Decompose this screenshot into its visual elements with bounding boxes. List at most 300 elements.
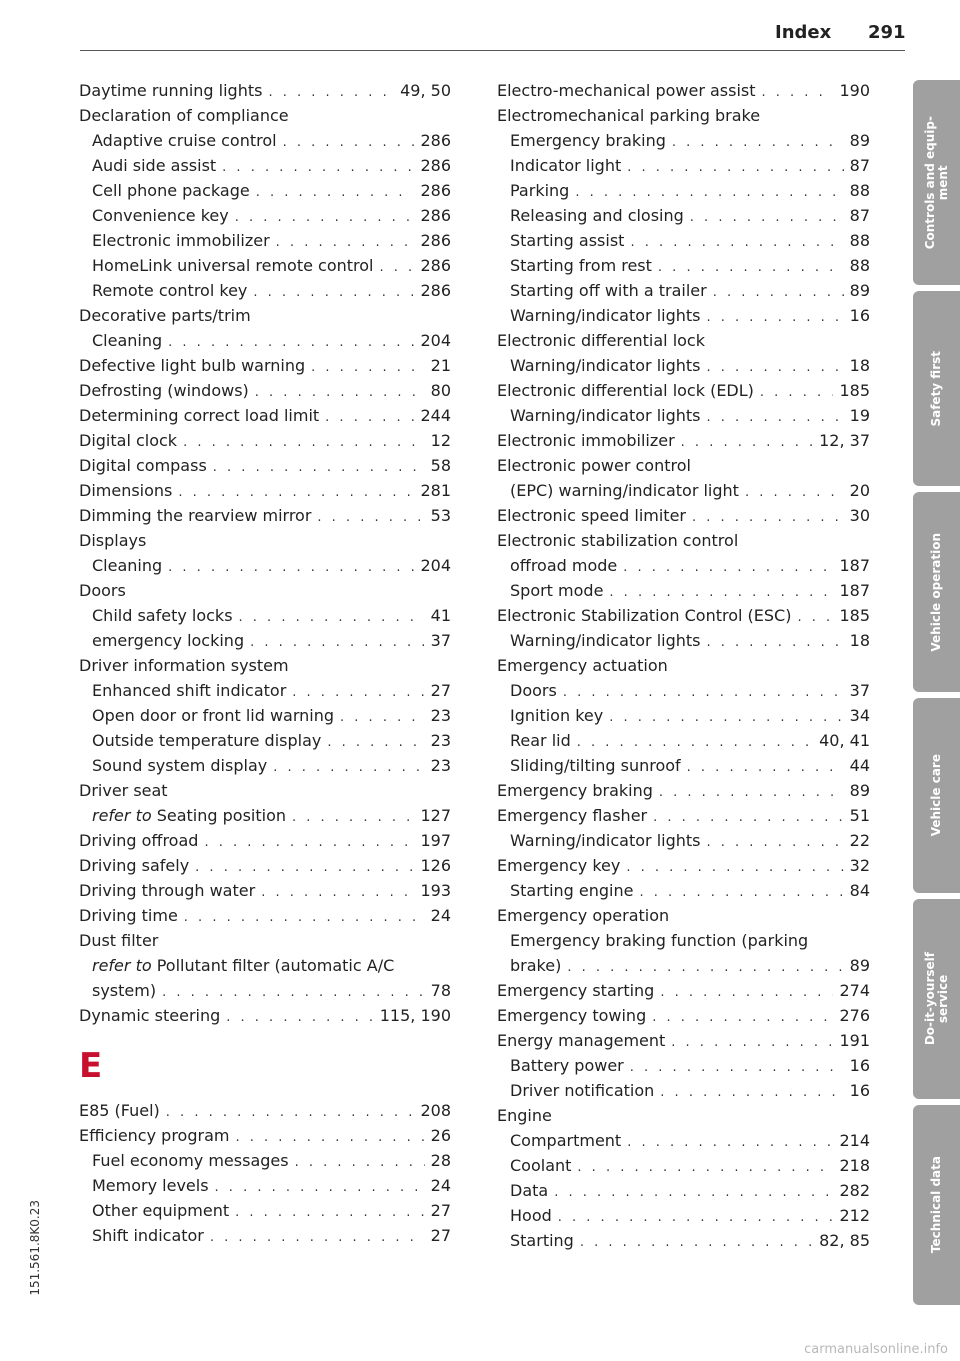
index-entry [497, 1178, 870, 1203]
index-entry-page[interactable]: 282 [839, 1181, 870, 1200]
index-entry-text: Driving through water [79, 881, 256, 900]
leader-dots [762, 80, 834, 105]
index-entry-text: Shift indicator [92, 1226, 204, 1245]
index-entry-page[interactable]: 126 [420, 856, 451, 875]
index-entry [497, 978, 870, 1003]
index-entry [497, 553, 870, 578]
index-list-e [79, 1098, 451, 1248]
leader-dots [567, 955, 843, 980]
leader-dots [760, 380, 834, 405]
index-entry-page[interactable]: 191 [839, 1031, 870, 1050]
index-entry [497, 678, 870, 703]
index-entry [497, 778, 870, 803]
index-entry-page[interactable]: 58 [430, 456, 451, 475]
index-entry [79, 153, 451, 178]
leader-dots [166, 1100, 415, 1125]
index-entry-page[interactable]: 23 [430, 731, 451, 750]
index-entry [79, 603, 451, 628]
index-entry-page[interactable]: 286 [420, 181, 451, 200]
index-entry-page[interactable]: 212 [839, 1206, 870, 1225]
leader-dots [380, 255, 415, 280]
index-entry-text: Convenience key [92, 206, 229, 225]
index-entry-page[interactable]: 41 [430, 606, 451, 625]
index-entry-page[interactable]: 89 [849, 281, 870, 300]
index-entry [497, 428, 870, 453]
index-entry-page[interactable]: 218 [839, 1156, 870, 1175]
index-entry-term [79, 428, 177, 453]
tab-safety-first[interactable]: Safety first [913, 291, 960, 486]
index-entry-text: Starting assist [510, 231, 625, 250]
index-entry [497, 403, 870, 428]
index-entry [497, 503, 870, 528]
index-entry-page[interactable]: 84 [849, 881, 870, 900]
index-entry [79, 378, 451, 403]
index-entry-page[interactable]: 40, 41 [819, 731, 870, 750]
index-entry-text: Declaration of compliance [79, 106, 289, 125]
index-entry [497, 303, 870, 328]
index-entry-text: Indicator light [510, 156, 622, 175]
index-entry [79, 653, 451, 678]
index-entry-text: Warning/indicator lights [510, 831, 701, 850]
tab-technical-data[interactable]: Technical data [913, 1105, 960, 1305]
index-entry-page[interactable]: 16 [849, 1081, 870, 1100]
index-entry-text: Starting off with a trailer [510, 281, 707, 300]
index-entry-page[interactable]: 44 [849, 756, 870, 775]
index-entry-term [510, 928, 808, 953]
index-entry-text: (EPC) warning/indicator light [510, 481, 739, 500]
index-entry-page[interactable]: 185 [839, 606, 870, 625]
index-entry-text: Child safety locks [92, 606, 233, 625]
leader-dots [558, 1205, 834, 1230]
leader-dots [340, 705, 425, 730]
index-entry-page[interactable]: 204 [420, 331, 451, 350]
index-entry-term [92, 153, 216, 178]
index-entry-page[interactable]: 18 [849, 356, 870, 375]
index-entry-term [510, 1203, 552, 1228]
index-entry-term [79, 878, 255, 903]
index-entry-page[interactable]: 190 [839, 81, 870, 100]
index-entry [79, 403, 451, 428]
index-entry-term [510, 1128, 621, 1153]
index-entry [79, 803, 451, 828]
index-entry-page[interactable]: 197 [420, 831, 451, 850]
index-entry [79, 678, 451, 703]
index-entry-text: Electronic immobilizer [497, 431, 675, 450]
index-entry [497, 1153, 870, 1178]
index-entry-term [510, 1228, 574, 1253]
index-entry-page[interactable]: 286 [420, 256, 451, 275]
leader-dots [692, 505, 844, 530]
index-entry-text: Audi side assist [92, 156, 217, 175]
index-entry-page[interactable]: 89 [849, 131, 870, 150]
index-entry [79, 478, 451, 503]
index-entry-term [510, 303, 700, 328]
index-entry-text: Driving safely [79, 856, 190, 875]
index-entry-term [497, 1103, 552, 1128]
index-entry-page[interactable]: 37 [430, 631, 451, 650]
leader-dots [210, 1225, 425, 1250]
index-entry-page[interactable]: 89 [849, 956, 870, 975]
index-entry [79, 78, 451, 103]
index-entry-page[interactable]: 78 [430, 981, 451, 1000]
index-entry-page[interactable]: 185 [839, 381, 870, 400]
index-entry [79, 353, 451, 378]
index-entry-term [79, 578, 126, 603]
index-entry-term [510, 203, 684, 228]
index-entry-term [510, 553, 617, 578]
leader-dots [292, 805, 414, 830]
index-entry-term [92, 1198, 229, 1223]
index-entry-text: Remote control key [92, 281, 248, 300]
index-entry-term [510, 353, 700, 378]
leader-dots [184, 905, 425, 930]
leader-dots [660, 980, 833, 1005]
index-entry-text: Emergency starting [497, 981, 655, 1000]
index-entry-page[interactable]: 208 [420, 1101, 451, 1120]
leader-dots [268, 80, 394, 105]
tab-vehicle-care[interactable]: Vehicle care [913, 698, 960, 893]
index-entry-page[interactable]: 88 [849, 256, 870, 275]
leader-dots [630, 1055, 844, 1080]
index-entry [497, 228, 870, 253]
index-entry-text: Battery power [510, 1056, 624, 1075]
index-entry-text: Electronic speed limiter [497, 506, 686, 525]
index-entry [497, 278, 870, 303]
index-entry-text: Starting [510, 1231, 574, 1250]
index-entry-term [79, 653, 289, 678]
leader-dots [653, 805, 844, 830]
index-entry-text: Daytime running lights [79, 81, 263, 100]
index-entry [79, 228, 451, 253]
index-entry [79, 1148, 451, 1173]
leader-dots [168, 330, 414, 355]
index-entry-text: Releasing and closing [510, 206, 684, 225]
index-entry-page[interactable]: 23 [430, 756, 451, 775]
index-entry [497, 728, 870, 753]
index-list-d [79, 78, 451, 1028]
tab-controls-and-equipment[interactable]: Controls and equip- ment [913, 80, 960, 285]
index-entry-page[interactable]: 88 [849, 231, 870, 250]
leader-dots [690, 205, 844, 230]
leader-dots [295, 1150, 425, 1175]
watermark: carmanualsonline.info [804, 1342, 948, 1357]
leader-dots [195, 855, 414, 880]
index-entry-term [79, 928, 158, 953]
index-entry-term [79, 903, 178, 928]
index-entry-text: Data [510, 1181, 549, 1200]
index-entry [79, 978, 451, 1003]
index-entry-page[interactable]: 30 [849, 506, 870, 525]
leader-dots [627, 1130, 833, 1155]
index-entry-text: Emergency actuation [497, 656, 668, 675]
index-entry-term [92, 278, 247, 303]
leader-dots [672, 130, 844, 155]
index-entry [497, 203, 870, 228]
index-entry-page[interactable]: 18 [849, 631, 870, 650]
index-entry [497, 128, 870, 153]
index-entry-page[interactable]: 89 [849, 781, 870, 800]
index-entry-text: E85 (Fuel) [79, 1101, 160, 1120]
leader-dots [639, 880, 843, 905]
leader-dots [178, 480, 414, 505]
index-entry-text: Coolant [510, 1156, 572, 1175]
index-entry-text: Sport mode [510, 581, 604, 600]
index-entry-page[interactable]: 87 [849, 206, 870, 225]
index-entry-text: Sound system display [92, 756, 268, 775]
index-entry [79, 553, 451, 578]
tab-vehicle-operation[interactable]: Vehicle operation [913, 492, 960, 692]
index-entry [497, 1028, 870, 1053]
index-entry-term [79, 103, 289, 128]
index-entry-term [497, 528, 738, 553]
index-entry [79, 703, 451, 728]
index-entry-term [79, 453, 207, 478]
index-entry-text: Open door or front lid warning [92, 706, 335, 725]
index-entry-text: Electronic stabilization control [497, 531, 739, 550]
index-entry-term [92, 603, 233, 628]
index-entry-page[interactable]: 34 [849, 706, 870, 725]
index-entry-page[interactable]: 23 [430, 706, 451, 725]
index-entry-term [92, 178, 250, 203]
index-entry-text: Displays [79, 531, 147, 550]
index-entry-text: Driving time [79, 906, 178, 925]
index-entry-text: Driver seat [79, 781, 168, 800]
leader-dots [235, 1125, 424, 1150]
index-entry [79, 778, 451, 803]
index-entry-term [510, 403, 700, 428]
leader-dots [623, 555, 833, 580]
index-entry-term [510, 678, 557, 703]
index-entry-text: Emergency braking [497, 781, 653, 800]
index-entry [497, 578, 870, 603]
index-entry-text: Dimensions [79, 481, 173, 500]
index-entry [497, 153, 870, 178]
index-entry-term [510, 1053, 624, 1078]
index-entry-page[interactable]: 19 [849, 406, 870, 425]
index-entry-page[interactable]: 286 [420, 281, 451, 300]
index-entry-text: Parking [510, 181, 570, 200]
index-entry-page[interactable]: 24 [430, 906, 451, 925]
index-entry-page[interactable]: 12 [430, 431, 451, 450]
index-entry-term [79, 403, 319, 428]
index-entry-text: Energy management [497, 1031, 666, 1050]
index-entry-text: Efficiency program [79, 1126, 230, 1145]
index-entry-page[interactable]: 244 [420, 406, 451, 425]
index-entry-page[interactable]: 82, 85 [819, 1231, 870, 1250]
leader-dots [627, 155, 843, 180]
index-entry-page[interactable]: 281 [420, 481, 451, 500]
leader-dots [239, 605, 425, 630]
index-entry-page[interactable]: 27 [430, 1201, 451, 1220]
index-entry [497, 953, 870, 978]
index-entry-page[interactable]: 204 [420, 556, 451, 575]
index-entry-text: Engine [497, 1106, 552, 1125]
index-entry [497, 803, 870, 828]
index-entry-term [497, 1003, 646, 1028]
index-entry-page[interactable]: 286 [420, 156, 451, 175]
index-entry-page[interactable]: 26 [430, 1126, 451, 1145]
index-entry-page[interactable]: 27 [430, 1226, 451, 1245]
index-entry-term [497, 428, 675, 453]
index-entry-text: Defrosting (windows) [79, 381, 249, 400]
index-entry [497, 1128, 870, 1153]
leader-dots [183, 430, 425, 455]
index-entry-text: Cleaning [92, 331, 163, 350]
index-entry-term [79, 778, 168, 803]
index-entry-page[interactable]: 187 [839, 581, 870, 600]
index-entry-text: Electronic power control [497, 456, 691, 475]
index-entry-page[interactable]: 51 [849, 806, 870, 825]
leader-dots [253, 280, 414, 305]
index-entry [79, 103, 451, 128]
index-entry-text: Cell phone package [92, 181, 250, 200]
index-entry-text: Electronic Stabilization Control (ESC) [497, 606, 792, 625]
index-entry [79, 578, 451, 603]
leader-dots [204, 830, 414, 855]
leader-dots [215, 1175, 425, 1200]
index-entry-term [92, 953, 394, 978]
index-entry-term [510, 1153, 571, 1178]
leader-dots [327, 730, 424, 755]
index-entry-page[interactable]: 21 [430, 356, 451, 375]
index-entry-page[interactable]: 22 [849, 831, 870, 850]
index-entry-text: Starting from rest [510, 256, 652, 275]
index-entry [79, 1098, 451, 1123]
index-entry-term [510, 253, 652, 278]
index-entry [79, 328, 451, 353]
index-entry-page[interactable]: 37 [849, 681, 870, 700]
index-entry-page[interactable]: 115, 190 [379, 1006, 451, 1025]
index-entry-page[interactable]: 24 [430, 1176, 451, 1195]
index-entry-text: Electronic differential lock [497, 331, 705, 350]
index-entry [497, 178, 870, 203]
index-entry-term [497, 778, 653, 803]
index-entry-page[interactable]: 276 [839, 1006, 870, 1025]
index-entry-text: Enhanced shift indicator [92, 681, 287, 700]
index-entry [79, 878, 451, 903]
index-entry-page[interactable]: 193 [420, 881, 451, 900]
index-entry [79, 753, 451, 778]
index-entry-page[interactable]: 28 [430, 1151, 451, 1170]
index-entry-page[interactable]: 127 [420, 806, 451, 825]
index-entry-term [92, 228, 270, 253]
leader-dots [235, 205, 415, 230]
index-entry-page[interactable]: 49, 50 [400, 81, 451, 100]
index-entry-page[interactable]: 274 [839, 981, 870, 1000]
index-entry-page[interactable]: 286 [420, 131, 451, 150]
index-entry-text: Other equipment [92, 1201, 230, 1220]
index-entry-text: Starting engine [510, 881, 634, 900]
section-letter-e: E [79, 1046, 103, 1086]
index-entry-text: Digital clock [79, 431, 178, 450]
index-entry-term [510, 728, 571, 753]
index-entry [79, 503, 451, 528]
index-entry-page[interactable]: 27 [430, 681, 451, 700]
page-title: Index [775, 22, 832, 43]
index-entry-text: Warning/indicator lights [510, 631, 701, 650]
index-entry-text: Compartment [510, 1131, 622, 1150]
index-entry-term [497, 378, 754, 403]
leader-dots [609, 705, 843, 730]
leader-dots [706, 305, 843, 330]
header-rule [80, 50, 905, 51]
leader-dots [630, 230, 843, 255]
index-entry-text: Hood [510, 1206, 552, 1225]
index-entry [79, 728, 451, 753]
leader-dots [255, 380, 425, 405]
index-entry-page[interactable]: 88 [849, 181, 870, 200]
index-entry [79, 1223, 451, 1248]
index-entry-term [92, 803, 286, 828]
index-entry-term [92, 628, 244, 653]
index-entry-term [497, 503, 686, 528]
index-entry [497, 1228, 870, 1253]
leader-dots [273, 755, 424, 780]
index-entry [497, 753, 870, 778]
index-entry [79, 278, 451, 303]
index-entry-page[interactable]: 286 [420, 206, 451, 225]
index-entry-text: Doors [79, 581, 126, 600]
index-entry [79, 1003, 451, 1028]
index-entry-text: Emergency operation [497, 906, 670, 925]
index-entry-page[interactable]: 12, 37 [819, 431, 870, 450]
leader-dots [276, 230, 415, 255]
leader-dots [626, 855, 843, 880]
index-entry [79, 953, 451, 978]
index-entry [497, 653, 870, 678]
index-entry [497, 453, 870, 478]
index-entry-page[interactable]: 187 [839, 556, 870, 575]
index-entry-page[interactable]: 214 [839, 1131, 870, 1150]
index-entry [497, 928, 870, 953]
index-list-e-continued [497, 78, 870, 1253]
index-entry-term [497, 103, 760, 128]
index-entry-text: Warning/indicator lights [510, 306, 701, 325]
index-entry-term [497, 78, 756, 103]
index-entry-page[interactable]: 16 [849, 1056, 870, 1075]
index-entry-term [510, 278, 707, 303]
index-entry [79, 828, 451, 853]
tab-do-it-yourself-service[interactable]: Do-it-yourself service [913, 899, 960, 1099]
leader-dots [261, 880, 414, 905]
index-entry-term [79, 853, 189, 878]
index-entry-term [92, 1148, 289, 1173]
index-entry-term [510, 628, 700, 653]
index-entry [79, 1173, 451, 1198]
index-entry-page[interactable]: 32 [849, 856, 870, 875]
index-entry-page[interactable]: 80 [430, 381, 451, 400]
index-entry-term [92, 978, 156, 1003]
index-entry-text: brake) [510, 956, 562, 975]
index-entry-text: Sliding/tilting sunroof [510, 756, 681, 775]
index-entry-text: Electromechanical parking brake [497, 106, 761, 125]
index-entry [79, 453, 451, 478]
index-entry-page[interactable]: 53 [430, 506, 451, 525]
index-entry-text: Ignition key [510, 706, 604, 725]
index-entry-page[interactable]: 20 [849, 481, 870, 500]
index-entry-page[interactable]: 87 [849, 156, 870, 175]
index-entry [497, 1078, 870, 1103]
index-entry-term [497, 328, 705, 353]
page-number: 291 [868, 22, 906, 43]
index-entry [497, 478, 870, 503]
leader-dots [681, 430, 813, 455]
index-entry-text: Rear lid [510, 731, 571, 750]
index-entry-text: Fuel economy messages [92, 1151, 289, 1170]
index-entry-term [79, 78, 262, 103]
index-entry-page[interactable]: 16 [849, 306, 870, 325]
index-entry-page[interactable]: 286 [420, 231, 451, 250]
